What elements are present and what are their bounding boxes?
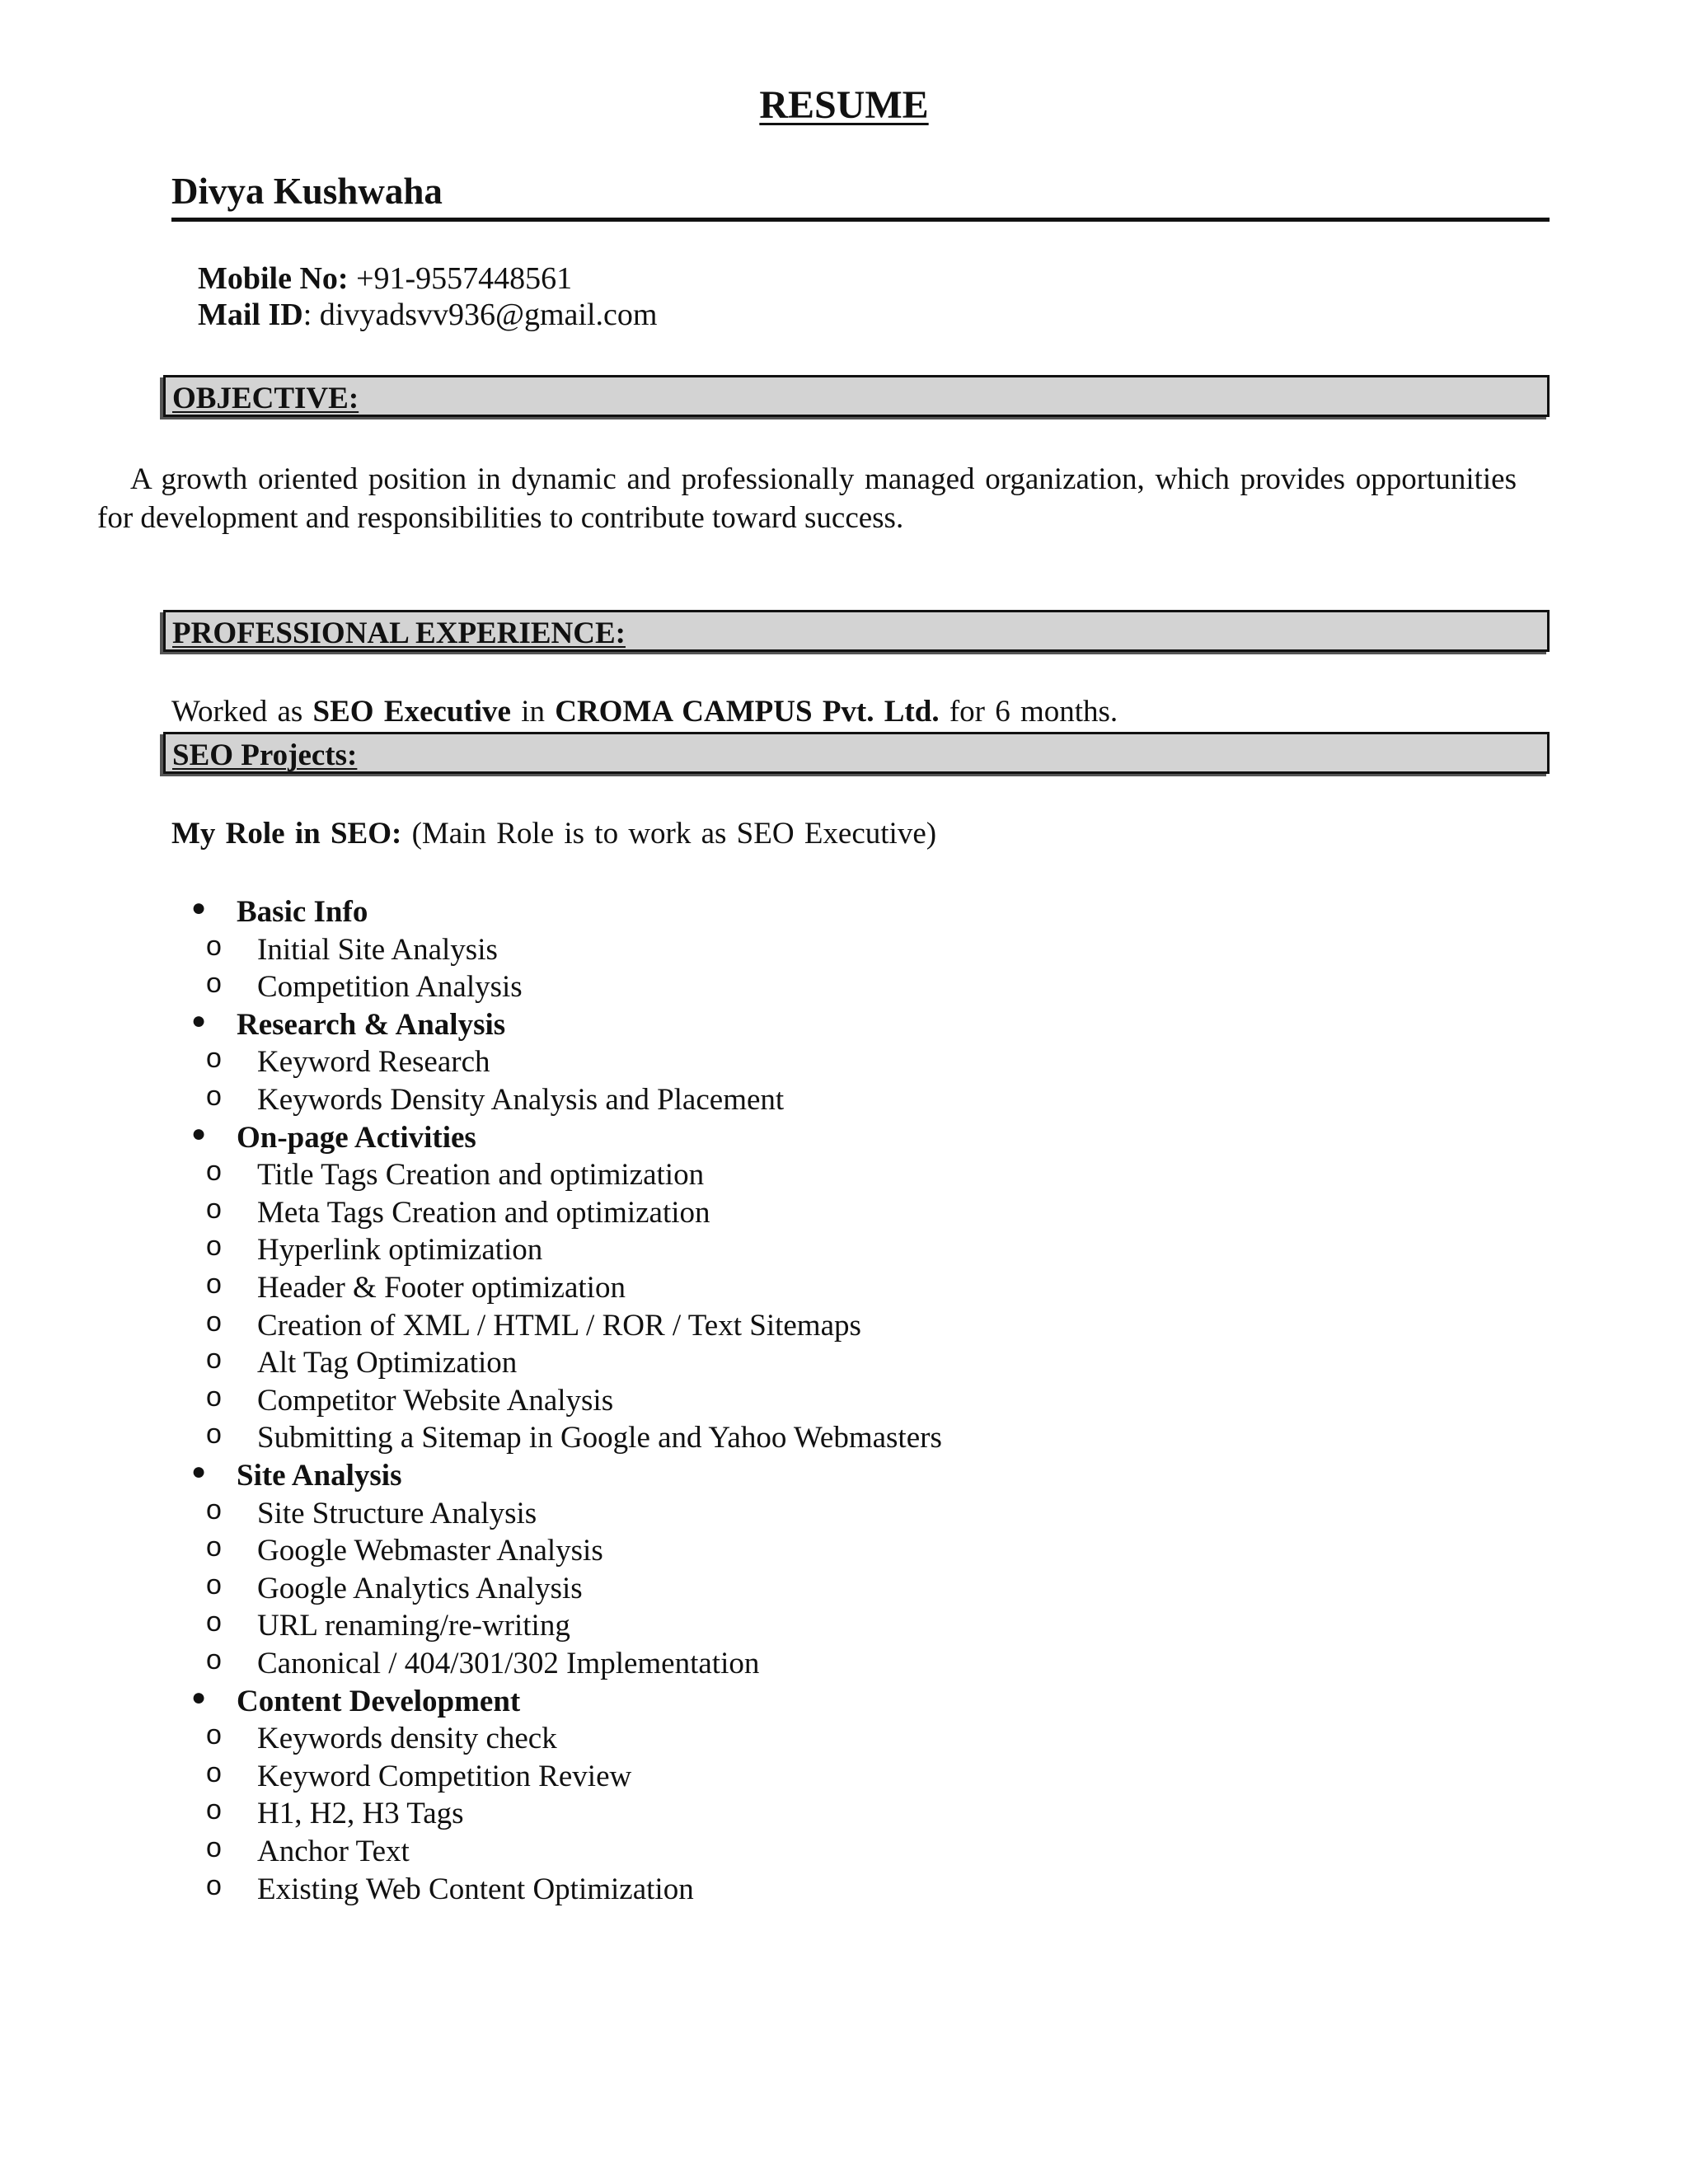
mobile-label: Mobile No: [198, 261, 349, 296]
bullet-icon: ● [191, 1458, 207, 1485]
bullet-icon: ● [191, 1683, 207, 1711]
experience-company: CROMA CAMPUS Pvt. Ltd. [555, 695, 940, 729]
mobile-value: +91-9557448561 [348, 261, 573, 296]
role-task-label: URL renaming/re-writing [257, 1609, 570, 1643]
role-task-label: Keyword Research [257, 1045, 490, 1080]
experience-suffix: for 6 months. [939, 695, 1118, 729]
role-task-label: Creation of XML / HTML / ROR / Text Sitemaps [257, 1308, 861, 1343]
my-role-line [171, 816, 936, 851]
sub-bullet-icon: o [206, 1418, 222, 1451]
bullet-icon: ● [191, 1006, 207, 1034]
sub-bullet-icon: o [206, 1719, 222, 1751]
role-group-label: Basic Info [237, 895, 368, 929]
mail-value: : divyadsvv936@gmail.com [302, 298, 658, 332]
experience-heading: PROFESSIONAL EXPERIENCE: [172, 616, 626, 650]
sub-bullet-icon: o [206, 1343, 222, 1376]
role-task-label: Title Tags Creation and optimization [257, 1158, 705, 1193]
sub-bullet-icon: o [206, 1493, 222, 1526]
projects-section-header [163, 732, 1550, 774]
role-group-label: Content Development [237, 1684, 521, 1718]
experience-section-header [163, 610, 1550, 652]
sub-bullet-icon: o [206, 1193, 222, 1225]
contact-mail [198, 297, 657, 333]
role-task-label: Meta Tags Creation and optimization [257, 1195, 710, 1230]
role-group-label: Research & Analysis [237, 1007, 506, 1042]
name-divider [171, 218, 1550, 222]
sub-bullet-icon: o [206, 1080, 222, 1112]
role-task-label: Submitting a Sitemap in Google and Yahoo Webmasters [257, 1421, 942, 1455]
role-task-label: Keywords Density Analysis and Placement [257, 1083, 785, 1117]
role-task-label: Competition Analysis [257, 970, 523, 1005]
role-task-label: Header & Footer optimization [257, 1271, 626, 1305]
role-task-label: Google Analytics Analysis [257, 1571, 583, 1605]
sub-bullet-icon: o [206, 1043, 222, 1075]
role-task-label: Canonical / 404/301/302 Implementation [257, 1647, 760, 1680]
sub-bullet-icon: o [206, 1606, 222, 1638]
role-task-label: Anchor Text [257, 1835, 410, 1868]
bullet-icon: ● [191, 894, 207, 921]
role-group-label: Site Analysis [237, 1459, 402, 1493]
role-task-label: Initial Site Analysis [257, 932, 498, 967]
sub-bullet-icon: o [206, 1305, 222, 1338]
candidate-name: Divya Kushwaha [171, 171, 443, 212]
sub-bullet-icon: o [206, 1531, 222, 1563]
role-task-label: Keywords density check [257, 1722, 557, 1756]
bullet-icon: ● [191, 1119, 207, 1147]
mail-label: Mail ID [198, 298, 303, 332]
objective-text: A growth oriented position in dynamic and professionally managed organization, which provides opportunities for development and responsibilities to contribute toward success. [97, 462, 1517, 535]
sub-bullet-icon: o [206, 1268, 222, 1300]
projects-heading: SEO Projects: [172, 738, 358, 772]
sub-bullet-icon: o [206, 968, 222, 1000]
role-task-label: Site Structure Analysis [257, 1496, 537, 1530]
sub-bullet-icon: o [206, 1794, 222, 1826]
experience-prefix: Worked as [171, 695, 313, 729]
my-role-text: (Main Role is to work as SEO Executive) [401, 817, 937, 851]
document-title: RESUME [759, 83, 929, 127]
role-task-label: Existing Web Content Optimization [257, 1872, 694, 1906]
sub-bullet-icon: o [206, 1568, 222, 1601]
sub-bullet-icon: o [206, 1380, 222, 1413]
role-task-label: Keyword Competition Review [257, 1759, 632, 1793]
role-task-label: Alt Tag Optimization [257, 1346, 518, 1380]
sub-bullet-icon: o [206, 930, 222, 962]
role-task-label: Competitor Website Analysis [257, 1383, 614, 1418]
experience-middle: in [510, 695, 556, 729]
sub-bullet-icon: o [206, 1869, 222, 1901]
sub-bullet-icon: o [206, 1832, 222, 1863]
my-role-label: My Role in SEO: [171, 817, 402, 851]
role-group-label: On-page Activities [237, 1120, 476, 1155]
sub-bullet-icon: o [206, 1644, 222, 1675]
role-task-label: Google Webmaster Analysis [257, 1534, 603, 1568]
sub-bullet-icon: o [206, 1756, 222, 1788]
sub-bullet-icon: o [206, 1230, 222, 1263]
experience-role: SEO Executive [312, 695, 511, 729]
contact-mobile [198, 260, 572, 297]
role-task-label: Hyperlink optimization [257, 1233, 543, 1268]
role-task-label: H1, H2, H3 Tags [257, 1797, 464, 1831]
objective-section-header [163, 375, 1550, 417]
objective-heading: OBJECTIVE: [172, 382, 359, 415]
experience-summary [171, 694, 1118, 729]
sub-bullet-icon: o [206, 1155, 222, 1188]
